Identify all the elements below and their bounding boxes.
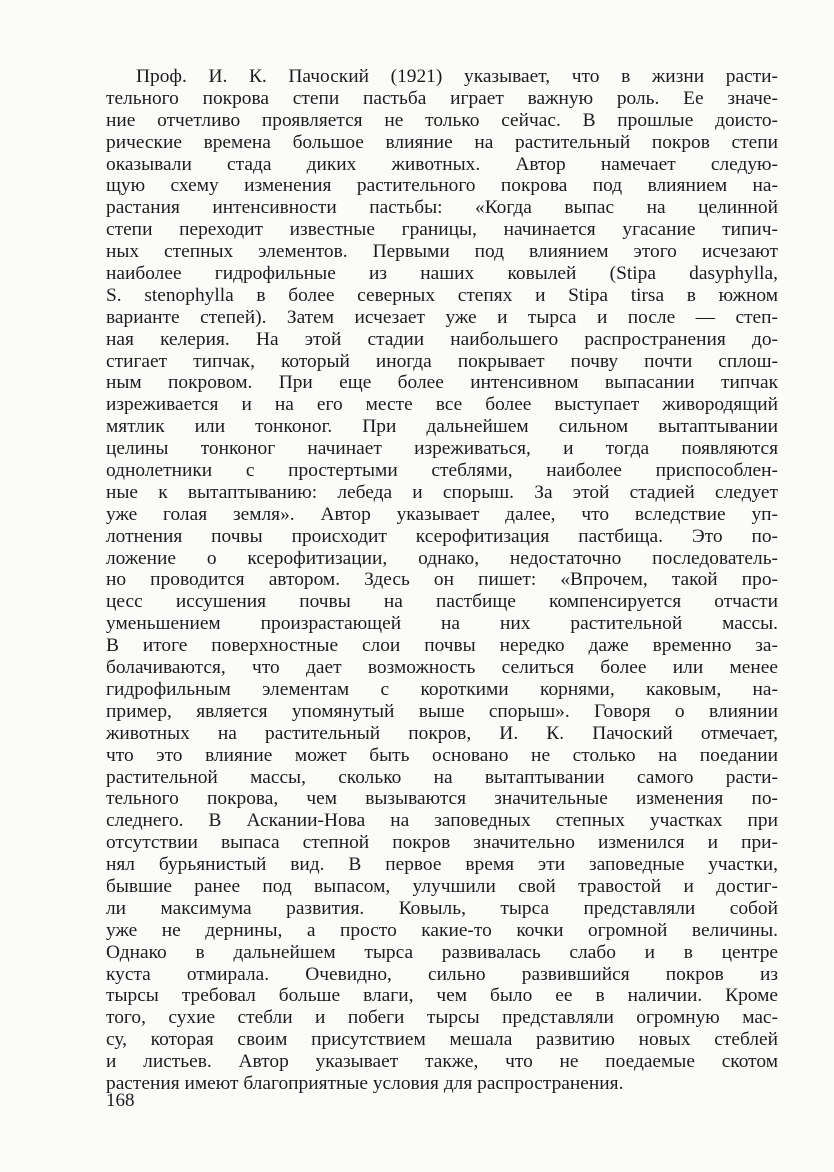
- text-line: тельного покрова, чем вызываются значительные изменения по-: [106, 788, 778, 810]
- text-line: Проф. И. К. Пачоский (1921) указывает, что в жизни расти-: [136, 66, 778, 87]
- text-line: наиболее гидрофильные из наших ковылей (Stipa dasyphylla,: [106, 263, 778, 285]
- text-line: растания интенсивности пастьбы: «Когда выпас на целинной: [106, 197, 778, 219]
- text-line: изреживается и на его месте все более выступает живородящий: [106, 394, 778, 416]
- text-line: уменьшением произрастающей на них растительной массы.: [106, 613, 778, 635]
- text-line: пример, является упомянутый выше спорыш». Говоря о влиянии: [106, 700, 778, 722]
- text-line: ным покровом. При еще более интенсивном выпасании типчак: [106, 372, 778, 394]
- text-line: рические времена большое влияние на растительный покров степи: [106, 131, 778, 153]
- text-line: однолетники с простертыми стеблями, наиболее приспособлен-: [106, 460, 778, 482]
- body-text: [106, 66, 778, 1095]
- text-line: ли максимума развития. Ковыль, тырса представляли собой: [106, 897, 778, 919]
- text-line: но проводится автором. Здесь он пишет: «Впрочем, такой про-: [106, 569, 778, 591]
- text-line: S. stenophylla в более северных степях и Stipa tirsa в южном: [106, 284, 778, 306]
- page-number: 168: [106, 1090, 135, 1111]
- text-line: уже голая земля». Автор указывает далее, что вследствие уп-: [106, 503, 778, 525]
- text-line: уже не дернины, а просто какие-то кочки огромной величины.: [106, 919, 778, 941]
- text-line: оказывали стада диких животных. Автор намечает следую-: [106, 153, 778, 175]
- text-line: и листьев. Автор указывает также, что не поедаемые скотом: [106, 1051, 778, 1073]
- text-line: тырсы требовал больше влаги, чем было ее в наличии. Кроме: [106, 985, 778, 1007]
- text-line: болачиваются, что дает возможность селиться более или менее: [106, 657, 778, 679]
- text-line: варианте степей). Затем исчезает уже и тырса и после — степ-: [106, 306, 778, 328]
- text-line: нял бурьянистый вид. В первое время эти заповедные участки,: [106, 854, 778, 876]
- text-line: мятлик или тонконог. При дальнейшем сильном вытаптывании: [106, 416, 778, 438]
- text-line: растения имеют благоприятные условия для распространения.: [106, 1072, 624, 1094]
- text-line: ние отчетливо проявляется не только сейчас. В прошлые доисто-: [106, 109, 778, 131]
- text-line: Однако в дальнейшем тырса развивалась слабо и в центре: [106, 941, 778, 963]
- text-line: ные к вытаптыванию: лебеда и спорыш. За этой стадией следует: [106, 481, 778, 503]
- text-line: гидрофильным элементам с короткими корнями, каковым, на-: [106, 678, 778, 700]
- text-line: тельного покрова степи пастьба играет важную роль. Ее значе-: [106, 87, 778, 109]
- text-line: ложение о ксерофитизации, однако, недостаточно последователь-: [106, 547, 778, 569]
- text-line: отсутствии выпаса степной покров значительно изменился и при-: [106, 832, 778, 854]
- text-line: стигает типчак, который иногда покрывает почву почти сплош-: [106, 350, 778, 372]
- text-line: су, которая своим присутствием мешала развитию новых стеблей: [106, 1029, 778, 1051]
- text-line: целины тонконог начинает изреживаться, и тогда появляются: [106, 438, 778, 460]
- text-line: что это влияние может быть основано не столько на поедании: [106, 744, 778, 766]
- text-line: ных степных элементов. Первыми под влиянием этого исчезают: [106, 241, 778, 263]
- text-line: следнего. В Аскании-Нова на заповедных степных участках при: [106, 810, 778, 832]
- text-line: В итоге поверхностные слои почвы нередко даже временно за-: [106, 635, 778, 657]
- text-line: ная келерия. На этой стадии наибольшего распространения до-: [106, 328, 778, 350]
- text-line: лотнения почвы происходит ксерофитизация пастбища. Это по-: [106, 525, 778, 547]
- text-line: того, сухие стебли и побеги тырсы представляли огромную мас-: [106, 1007, 778, 1029]
- text-line: щую схему изменения растительного покрова под влиянием на-: [106, 175, 778, 197]
- text-line: растительной массы, сколько на вытаптывании самого расти-: [106, 766, 778, 788]
- text-line: цесс иссушения почвы на пастбище компенсируется отчасти: [106, 591, 778, 613]
- text-line: степи переходит известные границы, начинается угасание типич-: [106, 219, 778, 241]
- text-line: куста отмирала. Очевидно, сильно развившийся покров из: [106, 963, 778, 985]
- text-line: животных на растительный покров, И. К. Пачоский отмечает,: [106, 722, 778, 744]
- text-line: бывшие ранее под выпасом, улучшили свой травостой и достиг-: [106, 875, 778, 897]
